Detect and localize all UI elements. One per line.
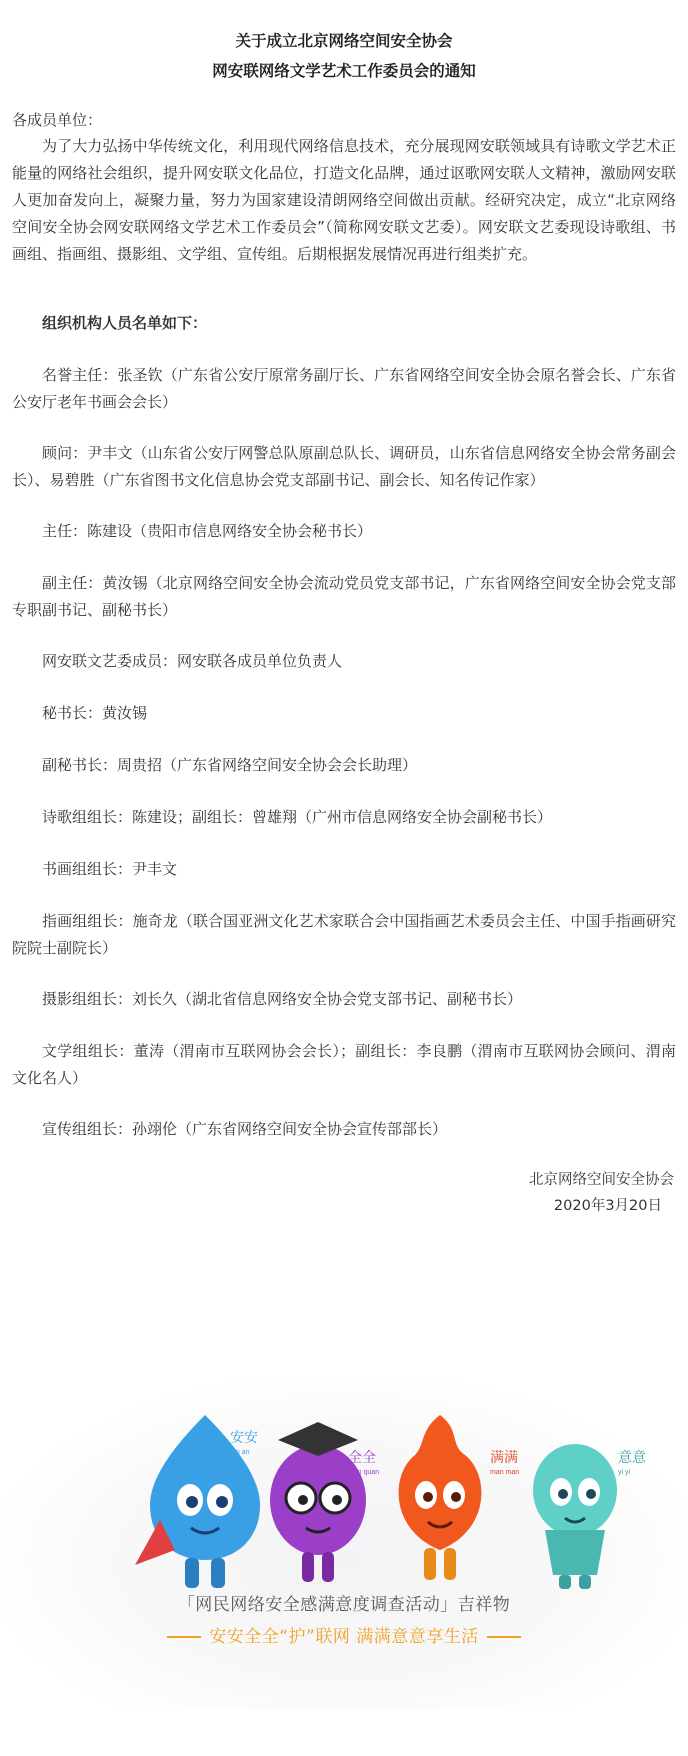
member-entry: 副秘书长：周贵招（广东省网络空间安全协会会长助理） <box>42 756 418 774</box>
member-list-heading: 组织机构人员名单如下： <box>42 314 208 332</box>
mascot-pinyin: yi yi <box>618 1469 631 1476</box>
member-entry: 宣传组组长：孙翊伦（广东省网络空间安全协会宣传部部长） <box>42 1120 448 1138</box>
mascot-yiyi <box>533 1444 617 1589</box>
member-entry: 主任：陈建设（贵阳市信息网络安全协会秘书长） <box>42 522 373 540</box>
member-entry: 诗歌组组长：陈建设；副组长：曾雄翔（广州市信息网络安全协会副秘书长） <box>42 808 553 826</box>
signature-date: 2020年3月20日 <box>553 1198 662 1214</box>
member-entry: 名誉主任：张圣钦（广东省公安厅原常务副厅长、广东省网络空间安全协会原名誉会长、广东省公安厅老年书画会会长） <box>12 366 676 411</box>
member-entry: 摄影组组长：刘长久（湖北省信息网络安全协会党支部书记、副秘书长） <box>42 990 523 1008</box>
signature-organization: 北京网络空间安全协会 <box>529 1172 674 1188</box>
notice-title-line2: 网安联网络文学艺术工作委员会的通知 <box>212 62 476 80</box>
member-entry: 文学组组长：董涛（渭南市互联网协会会长）；副组长：李良鹏（渭南市互联网协会顾问、渭南文化名人） <box>12 1042 676 1087</box>
mascot-name: 全全 <box>348 1449 376 1465</box>
slogan-text: 安安全全“护”联网 满满意意享生活 <box>209 1627 479 1647</box>
notice-title-line1: 关于成立北京网络空间安全协会 <box>235 32 453 50</box>
banner-slogan <box>0 1622 688 1647</box>
member-entry: 顾问：尹丰文（山东省公安厅网警总队原副总队长、调研员，山东省信息网络安全协会常务副会长）、易碧胜（广东省图书文化信息协会党支部副书记、副会长、知名传记作家） <box>12 444 676 489</box>
mascot-name: 意意 <box>618 1449 646 1465</box>
banner-caption: 「网民网络安全感满意度调查活动」吉祥物 <box>177 1595 511 1615</box>
member-entry: 副主任：黄汝锡（北京网络空间安全协会流动党员党支部书记，广东省网络空间安全协会党支部专职副书记、副秘书长） <box>12 574 676 619</box>
member-entry: 网安联文艺委成员：网安联各成员单位负责人 <box>42 652 343 670</box>
mascot-pinyin: man man <box>490 1469 520 1476</box>
mascot-name: 安安 <box>230 1429 258 1445</box>
salutation: 各成员单位： <box>12 111 103 129</box>
member-entry: 指画组组长：施奇龙（联合国亚洲文化艺术家联合会中国指画艺术委员会主任、中国手指画研究院院士副院长） <box>12 912 676 957</box>
mascot-pinyin: quan quan <box>346 1469 380 1476</box>
mascot-illustration <box>0 1380 688 1710</box>
intro-paragraph: 为了大力弘扬中华传统文化，利用现代网络信息技术，充分展现网安联领域具有诗歌文学艺术正能量的网络社会组织，提升网安联文化品位，打造文化品牌，通过讴歌网安联人文精神，激励网安联人更加奋发向上，凝聚力量，努力为国家建设清朗网络空间做出贡献。经研究决定，成立“北京网络空间安全协会网安联网络文学艺术工作委员会”（简称网安联文艺委）。网安联文艺委现设诗歌组、书画组、指画组、摄影组、文学组、宣传组。后期根据发展情况再进行组类扩充。 <box>12 137 676 263</box>
mascot-pinyin: an an <box>232 1449 250 1456</box>
mascot-banner <box>0 1380 688 1710</box>
member-entry: 秘书长：黄汝锡 <box>42 704 148 722</box>
mascot-quanquan <box>270 1422 366 1582</box>
slogan-dash-left <box>167 1636 201 1638</box>
slogan-dash-right <box>487 1636 521 1638</box>
mascot-name: 满满 <box>490 1449 518 1465</box>
member-entry: 书画组组长：尹丰文 <box>42 860 178 878</box>
mascot-manman <box>399 1415 482 1580</box>
